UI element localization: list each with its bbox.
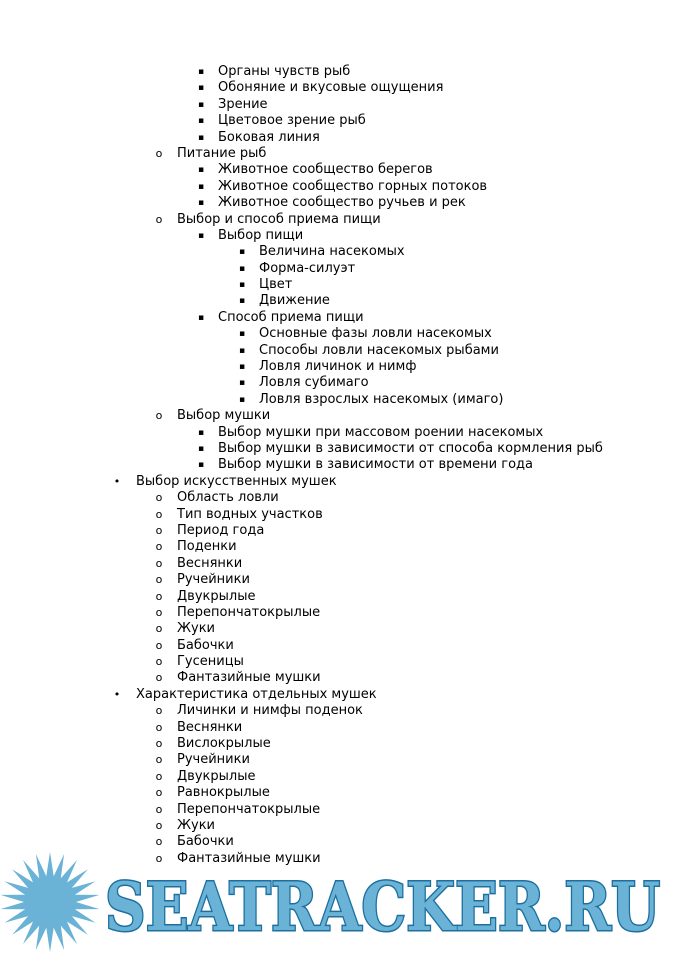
list-item	[0, 392, 673, 408]
bullet-square-icon: ▪	[197, 427, 205, 438]
bullet-square-icon: ▪	[197, 460, 205, 471]
bullet-square-icon: ▪	[197, 116, 205, 127]
bullet-square-icon: ▪	[238, 329, 246, 340]
list-item	[0, 523, 673, 539]
list-item	[0, 277, 673, 293]
list-item	[0, 228, 673, 244]
sun-logo-icon	[1, 852, 100, 952]
bullet-square-icon: ▪	[238, 263, 246, 274]
bullet-square-icon: ▪	[197, 132, 205, 143]
list-item	[0, 441, 673, 457]
list-item-label: Величина насекомых	[259, 244, 405, 260]
list-item-label: Цветовое зрение рыб	[218, 113, 366, 129]
bullet-square-icon: ▪	[238, 280, 246, 291]
list-item	[0, 162, 673, 178]
list-item-label: Способ приема пищи	[218, 309, 364, 325]
list-item-label: Выбор мушки	[177, 408, 271, 424]
list-item	[0, 818, 673, 834]
list-item-label: Ловля взрослых насекомых (имаго)	[259, 391, 504, 407]
list-item	[0, 556, 673, 572]
bullet-circle-icon: o	[155, 605, 163, 619]
list-item	[0, 375, 673, 391]
list-item-label: Веснянки	[177, 719, 243, 735]
bullet-square-icon: ▪	[197, 312, 205, 323]
list-item-label: Поденки	[177, 539, 237, 555]
list-item-label: Личинки и нимфы поденок	[177, 703, 363, 719]
list-item	[0, 310, 673, 326]
list-item-label: Равнокрылые	[177, 785, 270, 801]
list-item	[0, 687, 673, 703]
bullet-square-icon: ▪	[197, 83, 205, 94]
list-item-label: Животное сообщество ручьев и рек	[218, 195, 466, 211]
list-item	[0, 195, 673, 211]
list-item-label: Выбор искусственных мушек	[136, 473, 337, 489]
bullet-circle-icon: o	[155, 818, 163, 832]
list-item-label: Ловля личинок и нимф	[259, 359, 417, 375]
list-item	[0, 408, 673, 424]
list-item-label: Жуки	[177, 817, 215, 833]
list-item-label: Двукрылые	[177, 588, 256, 604]
bullet-circle-icon: o	[155, 556, 163, 570]
list-item-label: Веснянки	[177, 555, 243, 571]
list-item-label: Выбор мушки в зависимости от способа кормления рыб	[218, 440, 603, 456]
list-item-label: Период года	[177, 522, 265, 538]
bullet-circle-icon: o	[155, 146, 163, 160]
list-item	[0, 343, 673, 359]
bullet-square-icon: ▪	[197, 230, 205, 241]
list-item	[0, 670, 673, 686]
list-item	[0, 785, 673, 801]
list-item	[0, 146, 673, 162]
list-item	[0, 244, 673, 260]
bullet-circle-icon: o	[155, 655, 163, 669]
list-item	[0, 654, 673, 670]
list-item-label: Цвет	[259, 277, 293, 293]
list-item	[0, 490, 673, 506]
watermark-text: SEATRACKER.RU	[105, 868, 660, 946]
bullet-square-icon: ▪	[238, 345, 246, 356]
list-item	[0, 834, 673, 850]
bullet-square-icon: ▪	[197, 181, 205, 192]
bullet-square-icon: ▪	[238, 362, 246, 373]
list-item-label: Перепончатокрылые	[177, 604, 321, 620]
bullet-circle-icon: o	[155, 753, 163, 767]
list-item-label: Фантазийные мушки	[177, 670, 321, 686]
list-item-label: Характеристика отдельных мушек	[136, 686, 377, 702]
list-item	[0, 752, 673, 768]
list-item-label: Выбор мушки в зависимости от времени года	[218, 457, 534, 473]
bullet-disc-icon: •	[113, 474, 121, 488]
bullet-circle-icon: o	[155, 540, 163, 554]
list-item-label: Зрение	[218, 96, 268, 112]
bullet-circle-icon: o	[155, 671, 163, 685]
list-item-label: Бабочки	[177, 637, 234, 653]
list-item	[0, 261, 673, 277]
list-item-label: Вислокрылые	[177, 736, 271, 752]
watermark	[0, 850, 673, 953]
bullet-circle-icon: o	[155, 704, 163, 718]
bullet-circle-icon: o	[155, 769, 163, 783]
list-item-label: Тип водных участков	[177, 506, 323, 522]
bullet-circle-icon: o	[155, 622, 163, 636]
list-item	[0, 539, 673, 555]
bullet-circle-icon: o	[155, 802, 163, 816]
bullet-square-icon: ▪	[197, 443, 205, 454]
list-item-label: Бабочки	[177, 834, 234, 850]
list-item-label: Ручейники	[177, 572, 250, 588]
list-item	[0, 80, 673, 96]
bullet-circle-icon: o	[155, 835, 163, 849]
list-item	[0, 359, 673, 375]
list-item	[0, 720, 673, 736]
bullet-circle-icon: o	[155, 786, 163, 800]
list-item-label: Питание рыб	[177, 145, 267, 161]
bullet-circle-icon: o	[155, 638, 163, 652]
list-item	[0, 802, 673, 818]
bullet-disc-icon: •	[113, 687, 121, 701]
list-item-label: Ручейники	[177, 752, 250, 768]
list-item	[0, 212, 673, 228]
list-item-label: Выбор мушки при массовом роении насекомых	[218, 424, 544, 440]
bullet-circle-icon: o	[155, 851, 163, 865]
bullet-circle-icon: o	[155, 491, 163, 505]
list-item	[0, 605, 673, 621]
bullet-circle-icon: o	[155, 507, 163, 521]
list-item-label: Боковая линия	[218, 129, 320, 145]
list-item	[0, 769, 673, 785]
list-item-label: Форма-силуэт	[259, 260, 356, 276]
bullet-square-icon: ▪	[197, 99, 205, 110]
list-item-label: Животное сообщество берегов	[218, 162, 433, 178]
bullet-circle-icon: o	[155, 573, 163, 587]
list-item-label: Жуки	[177, 621, 215, 637]
list-item-label: Обоняние и вкусовые ощущения	[218, 80, 444, 96]
list-item	[0, 474, 673, 490]
bullet-circle-icon: o	[155, 523, 163, 537]
list-item-label: Гусеницы	[177, 654, 244, 670]
list-item	[0, 507, 673, 523]
list-item	[0, 638, 673, 654]
list-item-label: Движение	[259, 293, 330, 309]
list-item-label: Перепончатокрылые	[177, 801, 321, 817]
bullet-circle-icon: o	[155, 409, 163, 423]
bullet-square-icon: ▪	[238, 296, 246, 307]
list-item	[0, 326, 673, 342]
list-item-label: Область ловли	[177, 490, 279, 506]
list-item-label: Способы ловли насекомых рыбами	[259, 342, 499, 358]
list-item	[0, 97, 673, 113]
list-item-label: Выбор пищи	[218, 227, 304, 243]
list-item	[0, 703, 673, 719]
list-item	[0, 64, 673, 80]
bullet-square-icon: ▪	[197, 198, 205, 209]
list-item	[0, 179, 673, 195]
bullet-square-icon: ▪	[238, 394, 246, 405]
list-item	[0, 589, 673, 605]
bullet-square-icon: ▪	[197, 67, 205, 77]
bullet-square-icon: ▪	[238, 378, 246, 389]
list-item	[0, 293, 673, 309]
list-item	[0, 113, 673, 129]
list-item-label: Выбор и способ приема пищи	[177, 211, 381, 227]
list-item	[0, 736, 673, 752]
bullet-square-icon: ▪	[197, 165, 205, 176]
list-item-label: Двукрылые	[177, 768, 256, 784]
list-item	[0, 457, 673, 473]
list-item	[0, 621, 673, 637]
list-item-label: Фантазийные мушки	[177, 850, 321, 866]
list-item-label: Органы чувств рыб	[218, 64, 351, 79]
list-item	[0, 572, 673, 588]
bullet-circle-icon: o	[155, 212, 163, 226]
list-item-label: Основные фазы ловли насекомых	[259, 326, 492, 342]
list-item-label: Ловля субимаго	[259, 375, 369, 391]
list-item	[0, 130, 673, 146]
bullet-circle-icon: o	[155, 589, 163, 603]
bullet-circle-icon: o	[155, 720, 163, 734]
list-item	[0, 425, 673, 441]
bullet-square-icon: ▪	[238, 247, 246, 258]
list-item-label: Животное сообщество горных потоков	[218, 178, 488, 194]
bullet-circle-icon: o	[155, 737, 163, 751]
table-of-contents	[0, 64, 673, 867]
